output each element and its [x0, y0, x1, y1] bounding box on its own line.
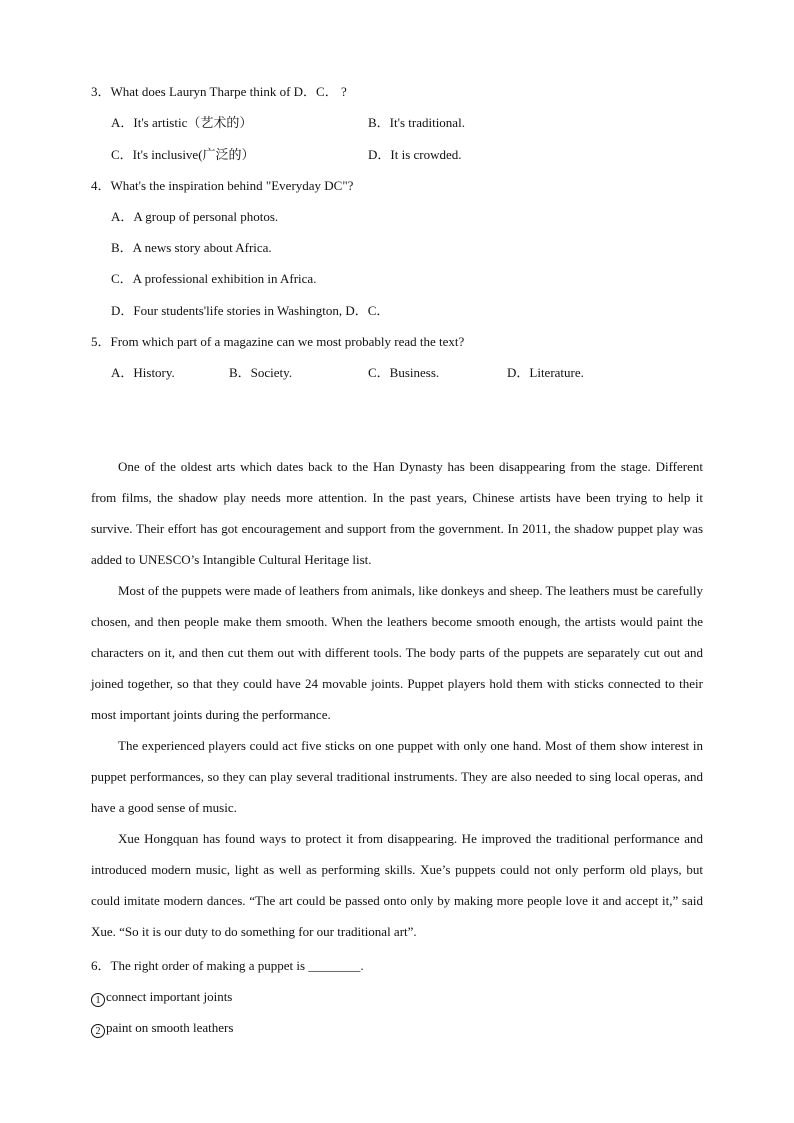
question-6-item-2-text: paint on smooth leathers	[106, 1020, 234, 1035]
question-6-item-1-text: connect important joints	[106, 989, 233, 1004]
question-5-option-c: C．Business.	[368, 365, 440, 380]
question-5-option-d: D．Literature.	[507, 365, 584, 380]
question-5-option-a: A．History.	[111, 365, 175, 380]
question-3-option-d: D．It is crowded.	[368, 147, 462, 162]
passage-paragraph-4: Xue Hongquan has found ways to protect it from disappearing. He improved the traditional performance and introduced modern music, light as well as performing skills. Xue’s puppets could not only perform old plays, but could imitate modern dances. “The art could be passed onto only by making more people love it and accept it,” said Xue. “So it is our duty to do something for our traditional art”.	[91, 831, 703, 939]
passage-paragraph-3: The experienced players could act five sticks on one puppet with only one hand. Most of them show interest in puppet performances, so they can play several traditional instruments. They are also needed to sing local operas, and have a good sense of music.	[91, 738, 703, 815]
question-3-option-a: A．It's artistic（艺术的）	[111, 115, 253, 130]
circled-number-1: 1	[91, 993, 105, 1007]
question-4-option-d: D．Four students'life stories in Washington, D．C．	[111, 303, 390, 318]
question-3-option-c: C．It's inclusive(广泛的）	[111, 147, 255, 162]
question-3-stem: 3．What does Lauryn Tharpe think of D．C． ?	[91, 84, 347, 99]
question-4-stem: 4．What's the inspiration behind "Everyday DC"?	[91, 178, 354, 193]
question-4-option-b: B．A news story about Africa.	[111, 240, 272, 255]
circled-number-2: 2	[91, 1024, 105, 1038]
question-3-option-b: B．It's traditional.	[368, 115, 465, 130]
passage-paragraph-1: One of the oldest arts which dates back to the Han Dynasty has been disappearing from the stage. Different from films, the shadow play needs more attention. In the past years, Chinese artists have been trying to help it survive. Their effort has got encouragement and support from the government. In 2011, the shadow puppet play was added to UNESCO’s Intangible Cultural Heritage list.	[91, 459, 703, 567]
passage-paragraph-2: Most of the puppets were made of leathers from animals, like donkeys and sheep. The leathers must be carefully chosen, and then people make them smooth. When the leathers become smooth enough, the artists would paint the characters on it, and then cut them out with different tools. The body parts of the puppets are separately cut out and joined together, so that they could have 24 movable joints. Puppet players hold them with sticks connected to their most important joints during the performance.	[91, 583, 703, 722]
question-4-option-a: A．A group of personal photos.	[111, 209, 279, 224]
question-5-stem: 5．From which part of a magazine can we most probably read the text?	[91, 334, 465, 349]
question-6-item-1	[91, 989, 232, 1007]
question-5-option-b: B．Society.	[229, 365, 293, 380]
question-6-item-2	[91, 1020, 233, 1038]
question-6-stem: 6．The right order of making a puppet is ________.	[91, 958, 364, 973]
question-4-option-c: C．A professional exhibition in Africa.	[111, 271, 317, 286]
reading-passage	[91, 451, 703, 947]
